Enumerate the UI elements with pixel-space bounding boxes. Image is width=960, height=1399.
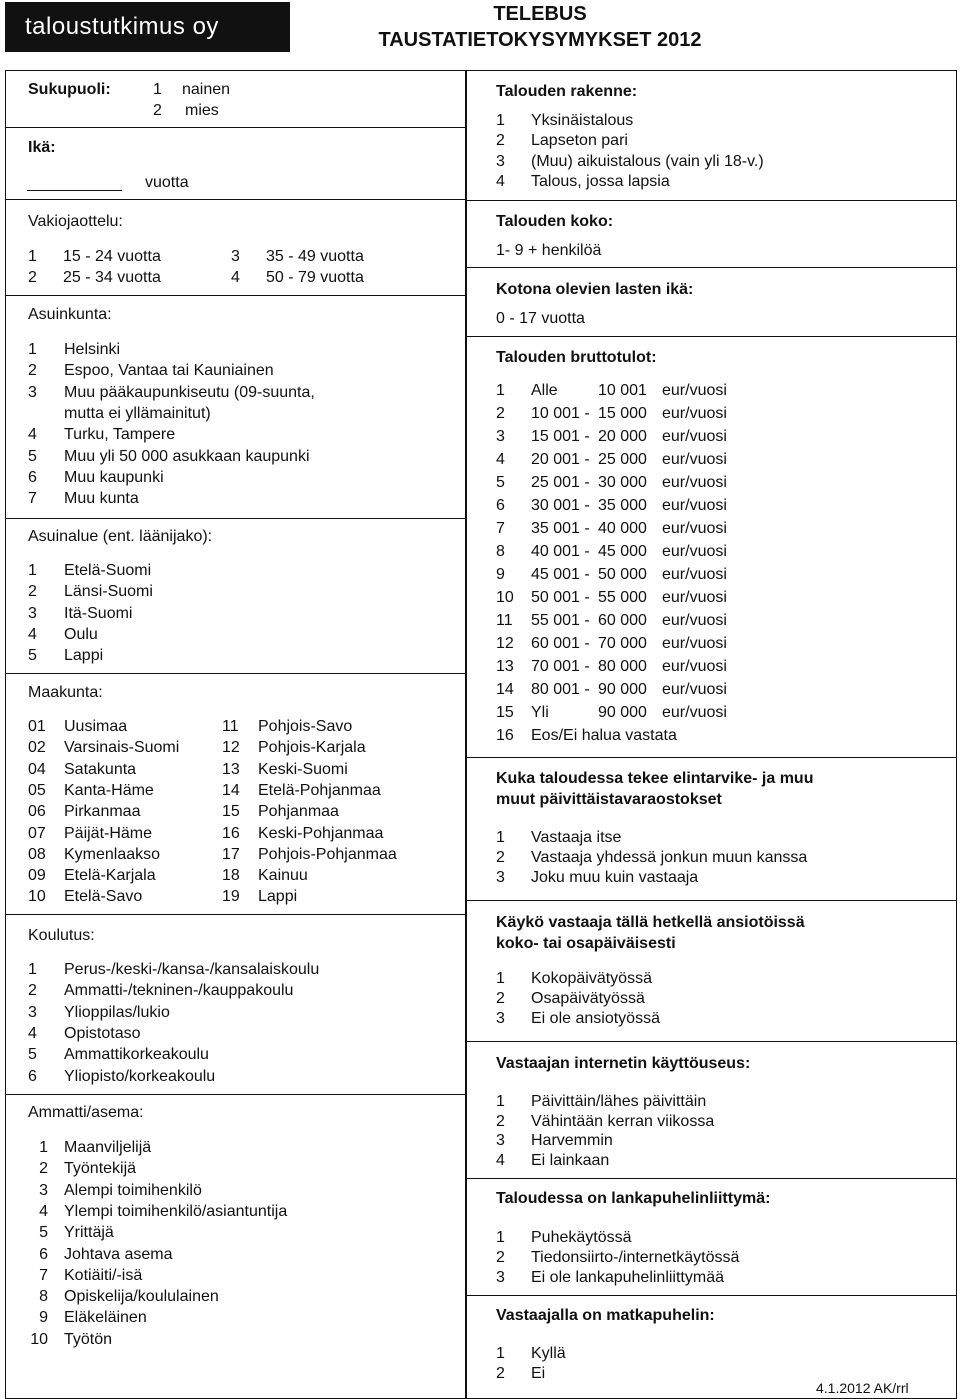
tulot-range-start: Alle bbox=[531, 382, 558, 399]
ammatti-option-text: Työtön bbox=[64, 1330, 113, 1348]
koko-label: Talouden koko: bbox=[496, 213, 614, 230]
internet-option-number: 2 bbox=[496, 1112, 505, 1130]
tulot-range-end: 90 000 bbox=[598, 681, 647, 698]
maakunta-option-number: 04 bbox=[28, 760, 46, 778]
maakunta-option-number: 10 bbox=[28, 888, 46, 906]
ammatti-option-text: Kotiäiti/-isä bbox=[64, 1266, 143, 1284]
asuinkunta-option-text: Muu pääkaupunkiseutu (09-suunta, bbox=[64, 383, 315, 401]
koulutus-option-text: Yliopisto/korkeakoulu bbox=[64, 1067, 216, 1085]
ansiotyo-option-text: Osapäivätyössä bbox=[531, 990, 645, 1007]
lanka-option-text: Tiedonsiirto-/internetkäytössä bbox=[531, 1249, 740, 1266]
tulot-option-number: 1 bbox=[496, 382, 505, 399]
tulot-range-end: 55 000 bbox=[598, 589, 647, 606]
tulot-range-start: 50 001 - bbox=[531, 589, 590, 606]
tulot-range-start: 80 001 - bbox=[531, 681, 590, 698]
tulot-option-number: 8 bbox=[496, 543, 505, 560]
sukupuoli-label: Sukupuoli: bbox=[28, 81, 111, 98]
internet-option-text: Ei lainkaan bbox=[531, 1152, 610, 1170]
asuinkunta-option-text: Espoo, Vantaa tai Kauniainen bbox=[64, 362, 274, 380]
asuinalue-label: Asuinalue (ent. läänijako): bbox=[28, 528, 213, 545]
tulot-option-number: 13 bbox=[496, 658, 514, 675]
tulot-unit: eur/vuosi bbox=[662, 520, 727, 537]
ammatti-option-text: Yrittäjä bbox=[64, 1224, 114, 1242]
koulutus-option-text: Perus-/keski-/kansa-/kansalaiskoulu bbox=[64, 961, 320, 978]
tulot-unit: eur/vuosi bbox=[662, 382, 727, 399]
koulutus-option-text: Opistotaso bbox=[64, 1024, 141, 1042]
ammatti-option-number: 9 bbox=[39, 1309, 48, 1327]
ostokset-option-text: Joku muu kuin vastaaja bbox=[531, 869, 699, 886]
asuinalue-option-number: 5 bbox=[28, 647, 37, 665]
tulot-range-start: Yli bbox=[531, 704, 549, 721]
asuinalue-option-text: Etelä-Suomi bbox=[64, 562, 152, 579]
matka-option-text: Kyllä bbox=[531, 1345, 566, 1362]
ostokset-option-text: Vastaaja itse bbox=[531, 829, 622, 846]
internet-label: Vastaajan internetin käyttöuseus: bbox=[496, 1055, 751, 1072]
section-divider bbox=[5, 673, 466, 674]
tulot-option-number: 12 bbox=[496, 635, 514, 652]
maakunta-option-number: 11 bbox=[222, 718, 239, 735]
tulot-unit: eur/vuosi bbox=[662, 704, 727, 721]
option-text: 35 - 49 vuotta bbox=[266, 248, 364, 265]
tulot-unit: eur/vuosi bbox=[662, 612, 727, 629]
ansiotyo-option-number: 1 bbox=[496, 970, 505, 987]
company-logo: taloustutkimus oy bbox=[5, 2, 290, 52]
option-text: 25 - 34 vuotta bbox=[63, 269, 161, 286]
maakunta-option-text: Kainuu bbox=[258, 867, 308, 885]
ansiotyo-option-text: Ei ole ansiotyössä bbox=[531, 1010, 660, 1027]
tulot-unit: eur/vuosi bbox=[662, 635, 727, 652]
asuinkunta-option-text: Helsinki bbox=[64, 341, 121, 358]
section-divider bbox=[5, 199, 466, 200]
koulutus-option-number: 1 bbox=[28, 961, 37, 978]
tulot-range-end: 10 001 bbox=[598, 382, 647, 399]
rakenne-option-text: (Muu) aikuistalous (vain yli 18-v.) bbox=[531, 152, 764, 170]
matka-label: Vastaajalla on matkapuhelin: bbox=[496, 1307, 715, 1324]
tulot-range-end: 80 000 bbox=[598, 658, 647, 675]
asuinalue-option-text: Oulu bbox=[64, 625, 98, 643]
tulot-option-number: 15 bbox=[496, 704, 514, 721]
ika-unit: vuotta bbox=[145, 174, 189, 191]
maakunta-option-number: 07 bbox=[28, 824, 46, 842]
option-number: 1 bbox=[28, 248, 37, 265]
ammatti-option-text: Alempi toimihenkilö bbox=[64, 1181, 202, 1199]
maakunta-option-text: Satakunta bbox=[64, 760, 137, 778]
option-text: 15 - 24 vuotta bbox=[63, 248, 161, 265]
tulot-range-end: 30 000 bbox=[598, 474, 647, 491]
tulot-option-number: 10 bbox=[496, 589, 514, 606]
maakunta-option-text: Pohjois-Savo bbox=[258, 718, 353, 735]
koulutus-option-text: Ammattikorkeakoulu bbox=[64, 1046, 209, 1064]
ansiotyo-option-number: 2 bbox=[496, 990, 505, 1007]
asuinkunta-option-number: 6 bbox=[28, 468, 37, 486]
tulot-range-end: 15 000 bbox=[598, 405, 647, 422]
ammatti-option-number: 6 bbox=[39, 1245, 48, 1263]
ammatti-option-number: 8 bbox=[39, 1288, 48, 1306]
koulutus-label: Koulutus: bbox=[28, 927, 95, 944]
section-divider bbox=[466, 200, 957, 201]
asuinkunta-option-number: 1 bbox=[28, 341, 37, 358]
maakunta-option-text: Lappi bbox=[258, 888, 298, 906]
tulot-option-number: 16 bbox=[496, 727, 514, 744]
maakunta-option-number: 17 bbox=[222, 845, 240, 863]
maakunta-option-text: Uusimaa bbox=[64, 718, 128, 735]
ammatti-option-text: Johtava asema bbox=[64, 1245, 173, 1263]
tulot-range-end: 70 000 bbox=[598, 635, 647, 652]
maakunta-option-text: Etelä-Karjala bbox=[64, 867, 156, 885]
tulot-unit: eur/vuosi bbox=[662, 566, 727, 583]
maakunta-option-text: Varsinais-Suomi bbox=[64, 739, 180, 757]
option-number: 3 bbox=[231, 248, 240, 265]
lanka-option-text: Puhekäytössä bbox=[531, 1229, 632, 1246]
tulot-range-start: 70 001 - bbox=[531, 658, 590, 675]
tulot-option-number: 11 bbox=[496, 612, 513, 629]
tulot-unit: eur/vuosi bbox=[662, 543, 727, 560]
tulot-label: Talouden bruttotulot: bbox=[496, 349, 657, 366]
tulot-unit: eur/vuosi bbox=[662, 589, 727, 606]
asuinalue-option-text: Itä-Suomi bbox=[64, 604, 133, 622]
tulot-unit: eur/vuosi bbox=[662, 451, 727, 468]
rakenne-option-text: Talous, jossa lapsia bbox=[531, 172, 670, 190]
matka-option-number: 1 bbox=[496, 1345, 505, 1362]
lapset-value: 0 - 17 vuotta bbox=[496, 310, 585, 327]
maakunta-option-text: Pohjois-Pohjanmaa bbox=[258, 845, 397, 863]
maakunta-option-number: 14 bbox=[222, 781, 240, 799]
tulot-range-end: 25 000 bbox=[598, 451, 647, 468]
tulot-range-end: 90 000 bbox=[598, 704, 647, 721]
tulot-option-number: 5 bbox=[496, 474, 505, 491]
maakunta-option-number: 05 bbox=[28, 781, 46, 799]
tulot-range-start: 15 001 - bbox=[531, 428, 590, 445]
koulutus-option-number: 6 bbox=[28, 1067, 37, 1085]
internet-option-number: 3 bbox=[496, 1132, 505, 1150]
maakunta-option-text: Pirkanmaa bbox=[64, 803, 141, 821]
lanka-option-number: 3 bbox=[496, 1269, 505, 1286]
asuinkunta-option-number: 2 bbox=[28, 362, 37, 380]
lanka-option-number: 1 bbox=[496, 1229, 505, 1246]
asuinkunta-option-number: 5 bbox=[28, 447, 37, 465]
ammatti-label: Ammatti/asema: bbox=[28, 1104, 144, 1121]
rakenne-option-number: 1 bbox=[496, 112, 505, 129]
tulot-option-number: 14 bbox=[496, 681, 514, 698]
section-divider bbox=[466, 757, 957, 758]
section-divider bbox=[5, 295, 466, 296]
section-divider bbox=[5, 1094, 466, 1095]
rakenne-option-number: 3 bbox=[496, 152, 505, 170]
lanka-option-number: 2 bbox=[496, 1249, 505, 1266]
asuinalue-option-number: 2 bbox=[28, 583, 37, 601]
age-input-line bbox=[27, 190, 122, 191]
document-title: TELEBUS bbox=[493, 3, 587, 25]
ammatti-option-number: 1 bbox=[39, 1139, 48, 1156]
tulot-option-number: 4 bbox=[496, 451, 505, 468]
tulot-range-start: 20 001 - bbox=[531, 451, 590, 468]
ostokset-option-number: 2 bbox=[496, 849, 505, 866]
ansiotyo-option-number: 3 bbox=[496, 1010, 505, 1027]
koulutus-option-number: 5 bbox=[28, 1046, 37, 1064]
asuinkunta-option-text: Turku, Tampere bbox=[64, 426, 176, 444]
tulot-unit: eur/vuosi bbox=[662, 474, 727, 491]
ostokset-label: muut päivittäistavaraostokset bbox=[496, 791, 722, 808]
asuinkunta-option-text: Muu kaupunki bbox=[64, 468, 164, 486]
lanka-label: Taloudessa on lankapuhelinliittymä: bbox=[496, 1190, 771, 1207]
maakunta-option-number: 01 bbox=[28, 718, 46, 735]
tulot-range-start: 60 001 - bbox=[531, 635, 590, 652]
ammatti-option-number: 3 bbox=[39, 1181, 48, 1199]
footer-date: 4.1.2012 AK/rrl bbox=[816, 1380, 909, 1396]
rakenne-option-text: Yksinäistalous bbox=[531, 112, 634, 129]
ansiotyo-label: Käykö vastaaja tällä hetkellä ansiotöissä bbox=[496, 914, 805, 931]
maakunta-option-number: 16 bbox=[222, 824, 240, 842]
lapset-label: Kotona olevien lasten ikä: bbox=[496, 281, 694, 298]
tulot-range-start: 30 001 - bbox=[531, 497, 590, 514]
tulot-option-number: 9 bbox=[496, 566, 505, 583]
maakunta-option-number: 18 bbox=[222, 867, 240, 885]
tulot-unit: eur/vuosi bbox=[662, 428, 727, 445]
asuinalue-option-number: 1 bbox=[28, 562, 37, 579]
ostokset-option-number: 3 bbox=[496, 869, 505, 886]
lanka-option-text: Ei ole lankapuhelinliittymää bbox=[531, 1269, 724, 1286]
asuinkunta-option-text: mutta ei yllämainitut) bbox=[64, 404, 211, 422]
tulot-option-number: 7 bbox=[496, 520, 505, 537]
maakunta-option-text: Päijät-Häme bbox=[64, 824, 153, 842]
tulot-range-end: 60 000 bbox=[598, 612, 647, 629]
koulutus-option-text: Ammatti-/tekninen-/kauppakoulu bbox=[64, 982, 294, 1000]
ammatti-option-number: 5 bbox=[39, 1224, 48, 1242]
option-number: 1 bbox=[153, 81, 162, 98]
matka-option-number: 2 bbox=[496, 1365, 505, 1382]
matka-option-text: Ei bbox=[531, 1365, 546, 1382]
maakunta-label: Maakunta: bbox=[28, 684, 103, 701]
section-divider bbox=[466, 900, 957, 901]
asuinalue-option-number: 4 bbox=[28, 625, 37, 643]
section-divider bbox=[5, 127, 466, 128]
option-number: 2 bbox=[153, 102, 162, 119]
rakenne-option-text: Lapseton pari bbox=[531, 132, 628, 150]
tulot-range-end: 50 000 bbox=[598, 566, 647, 583]
koulutus-option-number: 2 bbox=[28, 982, 37, 1000]
tulot-range-start: 40 001 - bbox=[531, 543, 590, 560]
ansiotyo-option-text: Kokopäivätyössä bbox=[531, 970, 652, 987]
asuinkunta-option-number: 7 bbox=[28, 490, 37, 508]
internet-option-number: 1 bbox=[496, 1093, 505, 1110]
maakunta-option-number: 02 bbox=[28, 739, 46, 757]
tulot-range-start: 10 001 - bbox=[531, 405, 590, 422]
section-divider bbox=[5, 914, 466, 915]
section-divider bbox=[466, 1295, 957, 1296]
maakunta-option-number: 06 bbox=[28, 803, 46, 821]
option-number: 2 bbox=[28, 269, 37, 286]
ammatti-option-number: 2 bbox=[39, 1160, 48, 1178]
option-number: 4 bbox=[231, 269, 240, 286]
tulot-unit: eur/vuosi bbox=[662, 497, 727, 514]
ammatti-option-number: 10 bbox=[30, 1330, 48, 1348]
ostokset-option-number: 1 bbox=[496, 829, 505, 846]
maakunta-option-text: Etelä-Pohjanmaa bbox=[258, 781, 381, 799]
tulot-range-start: Eos/Ei halua vastata bbox=[531, 727, 677, 744]
koko-value: 1- 9 + henkilöä bbox=[496, 242, 602, 259]
ammatti-option-text: Eläkeläinen bbox=[64, 1309, 147, 1327]
maakunta-option-number: 09 bbox=[28, 867, 46, 885]
ammatti-option-number: 4 bbox=[39, 1202, 48, 1220]
internet-option-text: Vähintään kerran viikossa bbox=[531, 1112, 715, 1130]
asuinalue-option-text: Lappi bbox=[64, 647, 104, 665]
tulot-range-end: 35 000 bbox=[598, 497, 647, 514]
tulot-unit: eur/vuosi bbox=[662, 681, 727, 698]
tulot-option-number: 6 bbox=[496, 497, 505, 514]
tulot-range-start: 35 001 - bbox=[531, 520, 590, 537]
maakunta-option-text: Pohjois-Karjala bbox=[258, 739, 366, 757]
tulot-range-end: 20 000 bbox=[598, 428, 647, 445]
vakiojaottelu-label: Vakiojaottelu: bbox=[28, 213, 123, 230]
maakunta-option-text: Etelä-Savo bbox=[64, 888, 143, 906]
option-text: 50 - 79 vuotta bbox=[266, 269, 364, 286]
section-divider bbox=[5, 518, 466, 519]
ostokset-label: Kuka taloudessa tekee elintarvike- ja muu bbox=[496, 770, 814, 787]
ansiotyo-label: koko- tai osapäiväisesti bbox=[496, 935, 676, 952]
ammatti-option-text: Opiskelija/koululainen bbox=[64, 1288, 219, 1306]
ammatti-option-text: Työntekijä bbox=[64, 1160, 137, 1178]
maakunta-option-text: Keski-Suomi bbox=[258, 760, 348, 778]
tulot-range-end: 45 000 bbox=[598, 543, 647, 560]
tulot-option-number: 2 bbox=[496, 405, 505, 422]
rakenne-option-number: 2 bbox=[496, 132, 505, 150]
koulutus-option-number: 4 bbox=[28, 1024, 37, 1042]
section-divider bbox=[466, 1178, 957, 1179]
internet-option-text: Harvemmin bbox=[531, 1132, 613, 1150]
tulot-range-end: 40 000 bbox=[598, 520, 647, 537]
maakunta-option-text: Kanta-Häme bbox=[64, 781, 154, 799]
asuinkunta-option-number: 3 bbox=[28, 383, 37, 401]
maakunta-option-number: 12 bbox=[222, 739, 240, 757]
ostokset-option-text: Vastaaja yhdessä jonkun muun kanssa bbox=[531, 849, 808, 866]
koulutus-option-text: Ylioppilas/lukio bbox=[64, 1003, 170, 1021]
maakunta-option-number: 19 bbox=[222, 888, 240, 906]
ammatti-option-text: Ylempi toimihenkilö/asiantuntija bbox=[64, 1202, 288, 1220]
asuinkunta-option-number: 4 bbox=[28, 426, 37, 444]
tulot-range-start: 25 001 - bbox=[531, 474, 590, 491]
ika-label: Ikä: bbox=[28, 139, 56, 156]
asuinkunta-label: Asuinkunta: bbox=[28, 306, 112, 323]
asuinkunta-option-text: Muu kunta bbox=[64, 490, 139, 508]
maakunta-option-text: Pohjanmaa bbox=[258, 803, 339, 821]
section-divider bbox=[466, 336, 957, 337]
ammatti-option-number: 7 bbox=[39, 1266, 48, 1284]
asuinkunta-option-text: Muu yli 50 000 asukkaan kaupunki bbox=[64, 447, 310, 465]
asuinalue-option-number: 3 bbox=[28, 604, 37, 622]
document-subtitle: TAUSTATIETOKYSYMYKSET 2012 bbox=[378, 29, 702, 51]
tulot-unit: eur/vuosi bbox=[662, 405, 727, 422]
internet-option-text: Päivittäin/lähes päivittäin bbox=[531, 1093, 707, 1110]
asuinalue-option-text: Länsi-Suomi bbox=[64, 583, 153, 601]
maakunta-option-text: Keski-Pohjanmaa bbox=[258, 824, 384, 842]
option-text: mies bbox=[185, 102, 219, 119]
tulot-range-start: 45 001 - bbox=[531, 566, 590, 583]
maakunta-option-text: Kymenlaakso bbox=[64, 845, 161, 863]
tulot-range-start: 55 001 - bbox=[531, 612, 590, 629]
section-divider bbox=[466, 1041, 957, 1042]
rakenne-option-number: 4 bbox=[496, 172, 505, 190]
internet-option-number: 4 bbox=[496, 1152, 505, 1170]
maakunta-option-number: 13 bbox=[222, 760, 240, 778]
maakunta-option-number: 08 bbox=[28, 845, 46, 863]
option-text: nainen bbox=[182, 81, 231, 98]
rakenne-label: Talouden rakenne: bbox=[496, 83, 638, 100]
maakunta-option-number: 15 bbox=[222, 803, 240, 821]
tulot-unit: eur/vuosi bbox=[662, 658, 727, 675]
koulutus-option-number: 3 bbox=[28, 1003, 37, 1021]
ammatti-option-text: Maanviljelijä bbox=[64, 1139, 152, 1156]
tulot-option-number: 3 bbox=[496, 428, 505, 445]
section-divider bbox=[466, 267, 957, 268]
